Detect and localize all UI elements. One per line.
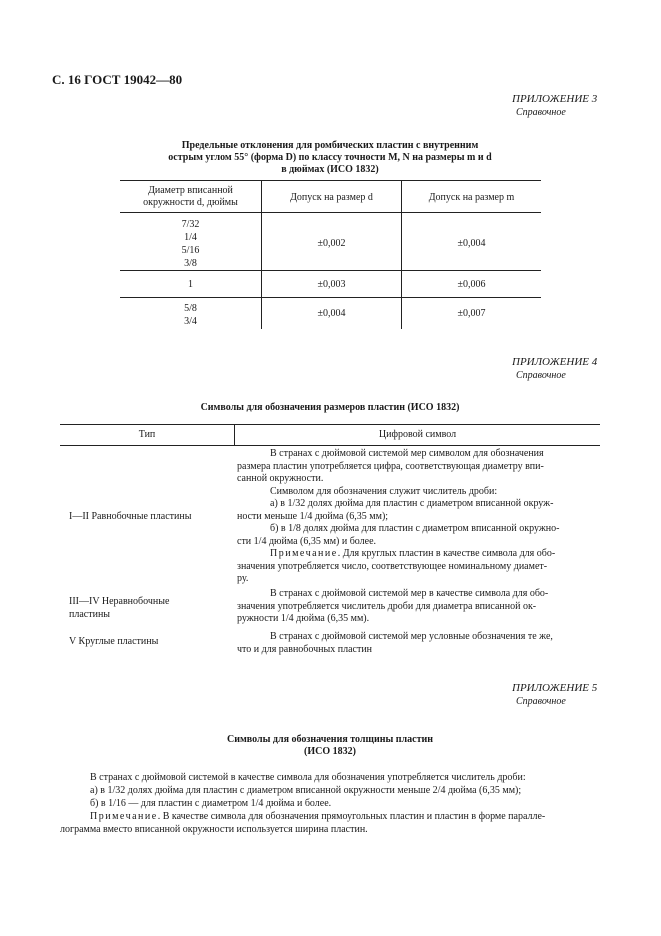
desc-line: В странах с дюймовой системой мер символом для обозначения [270, 448, 544, 459]
desc-line: сти 1/4 дюйма (6,35 мм) и более. [237, 536, 377, 547]
t1-size: 5/8 [184, 303, 197, 314]
appendix-3-title-l3: в дюймах (ИСО 1832) [281, 164, 379, 175]
t2-top-rule [60, 424, 600, 425]
t1-col1-header [120, 185, 261, 209]
appendix-4-sub: Справочное [516, 370, 566, 381]
t1-col3-header: Допуск на размер m [428, 192, 515, 203]
t1-size: 1/4 [184, 232, 197, 243]
thickness-paragraph: В странах с дюймовой системой в качестве символа для обозначения употребляется числитель дроби: [90, 772, 526, 783]
t1-size: 5/16 [181, 245, 200, 256]
desc-line: б) в 1/8 долях дюйма для пластин с диаметром вписанной окружно- [270, 523, 560, 534]
desc-line: что и для равнобочных пластин [237, 644, 373, 655]
appendix-5-title-l1: Символы для обозначения толщины пластин [226, 734, 434, 745]
t1-row2-size: 1 [188, 279, 193, 290]
type-nonequilateral [69, 596, 169, 621]
desc-line: В странах с дюймовой системой мер условные обозначения те же, [270, 631, 553, 642]
appendix-5-title [130, 734, 530, 758]
t1-size: 7/32 [181, 219, 200, 230]
appendix-5-title-l2: (ИСО 1832) [304, 746, 356, 757]
page-header: С. 16 ГОСТ 19042—80 [52, 72, 183, 87]
t1-row1-tol-d: ±0,002 [317, 238, 346, 249]
desc-line: значения употребляется числитель дроби для диаметра вписанной ок- [237, 601, 537, 612]
t1-header-rule [120, 212, 541, 213]
t1-row2-tol-d: ±0,003 [317, 279, 346, 290]
desc-note-line [270, 548, 593, 561]
appendix-3-title-l2: острым углом 55° (форма D) по классу точности M, N на размеры m и d [168, 152, 492, 163]
appendix-3-title-l1: Предельные отклонения для ромбических пластин с внутренним [181, 140, 479, 151]
t1-col1-header-l2: окружности d, дюймы [143, 197, 238, 208]
type-nonequilateral-l1: III—IV Неравнобочные [69, 596, 170, 607]
appendix-4-title: Символы для обозначения размеров пластин (ИСО 1832) [200, 402, 460, 413]
t1-row3-sizes [120, 302, 261, 328]
t2-col1-header: Тип [138, 429, 156, 440]
t1-col1-header-l1: Диаметр вписанной [148, 185, 233, 196]
desc-line: ру. [237, 573, 249, 584]
t2-header-rule [60, 445, 600, 446]
t1-row1-sizes [120, 218, 261, 270]
desc-line: значения употребляется число, соответствующее номинальному диамет- [237, 561, 548, 572]
appendix-3-sub: Справочное [516, 107, 566, 118]
t1-col2-header: Допуск на размер d [290, 192, 373, 203]
t2-col2-header: Цифровой символ [378, 429, 457, 440]
note-label: Примечание [270, 548, 338, 559]
thickness-note-cont: лограмма вместо вписанной окружности используется ширина пластин. [60, 824, 368, 835]
desc-line: размера пластин употребляется цифра, соответствующая диаметру впи- [237, 461, 544, 472]
appendix-3-label: ПРИЛОЖЕНИЕ 3 [512, 93, 598, 105]
type-nonequilateral-l2: пластины [69, 608, 111, 620]
t1-row2-tol-m: ±0,006 [457, 279, 486, 290]
thickness-note [90, 811, 600, 824]
thickness-item-b: б) в 1/16 — для пластин с диаметром 1/4 дюйма и более. [90, 798, 332, 809]
appendix-4-label: ПРИЛОЖЕНИЕ 4 [512, 356, 598, 368]
t1-row2-rule [120, 297, 541, 298]
t1-row1-rule [120, 270, 541, 271]
t1-row3-tol-d: ±0,004 [317, 308, 346, 319]
desc-line: ружности 1/4 дюйма (6,35 мм). [237, 613, 370, 624]
note-text: . Для круглых пластин в качестве символа для обо- [337, 548, 556, 559]
desc-line: а) в 1/32 долях дюйма для пластин с диаметром вписанной окруж- [270, 498, 554, 509]
desc-line: ности меньше 1/4 дюйма (6,35 мм); [237, 511, 389, 522]
t1-size: 3/8 [184, 258, 197, 269]
appendix-5-sub: Справочное [516, 696, 566, 707]
thickness-note-l1: . В качестве символа для обозначения прямоугольных пластин и пластин в форме паралле- [157, 811, 546, 822]
desc-line: санной окружности. [237, 473, 324, 484]
t1-row1-tol-m: ±0,004 [457, 238, 486, 249]
desc-line: В странах с дюймовой системой мер в качестве символа для обо- [270, 588, 549, 599]
appendix-3-title [120, 140, 540, 176]
thickness-note-label: Примечание [90, 811, 158, 822]
appendix-5-label: ПРИЛОЖЕНИЕ 5 [512, 682, 598, 694]
t1-size: 3/4 [184, 316, 197, 327]
t1-row3-tol-m: ±0,007 [457, 308, 486, 319]
type-round: V Круглые пластины [69, 636, 159, 647]
desc-line: Символом для обозначения служит числитель дроби: [270, 486, 498, 497]
thickness-item-a: а) в 1/32 долях дюйма для пластин с диаметром вписанной окружности меньше 2/4 дюйма (6,35 мм); [90, 785, 522, 796]
t1-top-rule [120, 180, 541, 181]
type-equilateral: I—II Равнобочные пластины [69, 511, 192, 522]
